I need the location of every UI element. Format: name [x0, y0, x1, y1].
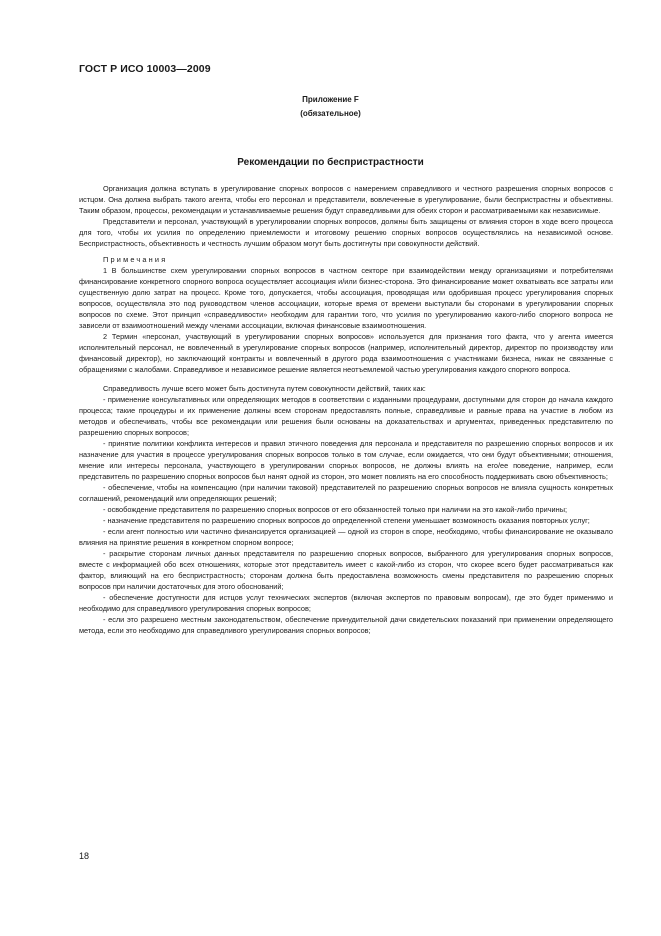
document-body: [79, 183, 613, 636]
list-item: - применение консультативных или определяющих методов в соответствии с изданными процедурами, доступными для сторон до начала каждого процесса; такие процедуры и их применение должны всем сторонам предоставлять полные, справедливые и равные права на участие в любом из методов и обеспечивать, чтобы все рекомендации или решения были основаны на доказательствах и аргументах, приведенных представителю по разрешению спорных вопросов;: [79, 395, 613, 437]
list-item: - освобождение представителя по разрешению спорных вопросов от его обязанностей только при наличии на это какой-либо причины;: [103, 505, 568, 514]
note-item: 2 Термин «персонал, участвующий в урегулировании спорных вопросов» используется для признания того факта, что у агента имеется исполнительный персонал, не вовлеченный в урегулирование спорных вопросов (например, исполнительный директор, директор по производству или финансовый директор), но заключающий контракты и вовлеченный в другого рода взаимоотношения с участниками бизнеса, никак не связанные с обращениями с жалобами. Справедливое и независимое решение является неотъемлемой частью урегулирования каждого спорного вопроса.: [79, 332, 613, 374]
list-item: - обеспечение доступности для истцов услуг технических экспертов (включая экспертов по правовым вопросам), где это будет применимо и необходимо для справедливого урегулирования спорных вопросов;: [79, 593, 613, 613]
section-title: Рекомендации по беспристрастности: [237, 157, 424, 168]
body-paragraph: Представители и персонал, участвующий в урегулировании спорных вопросов, должны быть защищены от влияния сторон в ходе всего процесса для того, чтобы их усилия по определению приемлемости и итоговому решению спорных вопросов осуществлялись на независимой основе. Беспристрастность, объективность и честность лучшим образом могут быть достигнуты при совокупности действий.: [79, 217, 613, 248]
list-item: - если это разрешено местным законодательством, обеспечение принудительной дачи свидетельских показаний при применении определяющего метода, если это необходимо для справедливого урегулирования спорных вопросов;: [79, 615, 613, 635]
notes-heading: Примечания: [103, 255, 168, 264]
annex-title: Приложение F: [302, 95, 359, 104]
list-item: - назначение представителя по разрешению спорных вопросов до определенной степени уменьшает возможность оказания повторных услуг;: [103, 516, 590, 525]
list-item: - если агент полностью или частично финансируется организацией — одной из сторон в споре, необходимо, чтобы финансирование не оказывало влияния на принятие решения в конкретном спорном вопросе;: [79, 527, 613, 547]
annex-status: (обязательное): [300, 109, 361, 118]
document-header: ГОСТ Р ИСО 10003—2009: [79, 63, 211, 75]
page-number: 18: [79, 851, 90, 861]
list-item: - принятие политики конфликта интересов и правил этичного поведения для персонала и представителя по разрешению спорных вопросов и их назначение для участия в процессе урегулирования спорных вопросов только в том случае, если ожидается, что они будут объективными; отношения, мнение или интересы персонала, участвующего в урегулировании спорных вопросов, не должны влиять на его/ее поведение, например, если представитель по разрешению спорных вопросов был нанят одной из сторон, это может повлиять на его способность поддерживать свою объективность;: [79, 439, 613, 481]
list-intro: Справедливость лучше всего может быть достигнута путем совокупности действий, таких как:: [103, 384, 426, 393]
list-item: - обеспечение, чтобы на компенсацию (при наличии таковой) представителей по разрешению спорных вопросов не влияла сущность конкретных соглашений, рекомендаций или определяющих решений;: [79, 483, 613, 503]
list-item: - раскрытие сторонам личных данных представителя по разрешению спорных вопросов, выбранного для урегулирования спорных вопросов, вместе с информацией обо всех отношениях, которые этот представитель имеет с какой-либо из сторон, что скорее всего будет рассматриваться как фактор, влияющий на его беспристрастность; сторонам должна быть предоставлена возможность смены представителя по разрешению спорных вопросов при наличии достаточных для этого обоснований;: [79, 549, 613, 591]
body-paragraph: Организация должна вступать в урегулирование спорных вопросов с намерением справедливого и честного разрешения спорных вопросов с истцом. Она должна выбрать такого агента, чтобы его персонал и представители, вовлеченные в урегулирование, были беспристрастны и объективны. Таким образом, процессы, рекомендации и устанавливаемые решения будут справедливыми для обеих сторон и рассматриваемыми как независимые.: [79, 184, 613, 215]
note-item: 1 В большинстве схем урегулировании спорных вопросов в частном секторе при взаимодействии между организациями и потребителями финансирование конкретного спорного вопроса осуществляет ассоциация и/или бизнес-сторона. Это финансирование может охватывать все затраты или существенную долю затрат на процесс. Кроме того, допускается, чтобы ассоциация, проводящая или одобрившая процесс урегулирования спорных вопросов, осуществляла это под руководством членов ассоциации, которые время от времени выступали бы сторонами в урегулировании спорных вопросов по схеме. Этот принцип «справедливости» необходим для гарантии того, что усилия по урегулированию какого-либо спорного вопроса не зависели от взаимоотношений между членами ассоциации, включая финансовые взаимоотношения.: [79, 266, 613, 330]
